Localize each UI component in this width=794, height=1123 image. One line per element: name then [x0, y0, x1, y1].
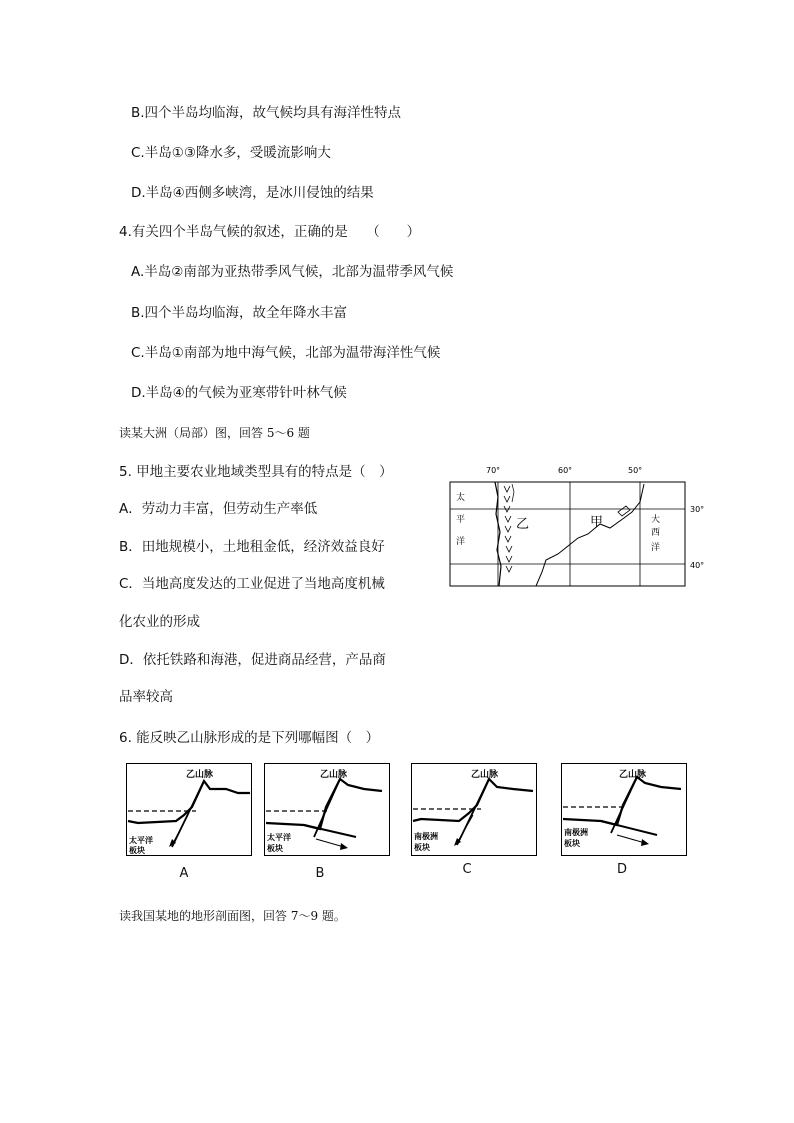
- panel-b-plate-2: 板块: [267, 844, 283, 853]
- panel-c-diagram: [411, 763, 539, 859]
- pacific-char-3: 洋: [456, 537, 466, 547]
- panel-c-arrow: [457, 815, 473, 843]
- q4-answer-blank: （ ）: [366, 224, 421, 240]
- intro-7-9: 读我国某地的地形剖面图，回答 7～9 题。: [119, 909, 346, 923]
- map-lat-40: 40°: [690, 561, 705, 570]
- q5-option-b: B．田地规模小，土地租金低，经济效益良好: [119, 539, 385, 555]
- panel-a-letter: A: [179, 866, 189, 881]
- map-lon-70: 70°: [486, 466, 501, 475]
- panel-c-mountain-label: 乙山脉: [471, 770, 499, 780]
- panel-b-plate-1: 太平洋: [267, 833, 291, 842]
- q3-option-c: C.半岛①③降水多，受暖流影响大: [131, 145, 331, 161]
- q3-option-d: D.半岛④西侧多峡湾，是冰川侵蚀的结果: [131, 185, 374, 201]
- panel-c-letter: C: [462, 862, 472, 877]
- q5-option-c-line1: C．当地高度发达的工业促进了当地高度机械: [119, 576, 385, 592]
- andes-edge: [512, 484, 514, 502]
- panel-d-mountain-label: 乙山脉: [619, 770, 647, 780]
- label-jia: 甲: [590, 515, 604, 530]
- q3-option-b: B.四个半岛均临海，故气候均具有海洋性特点: [131, 105, 402, 121]
- panel-d-arrow: [617, 835, 645, 843]
- map-lon-60: 60°: [558, 466, 573, 475]
- q4-option-d: D.半岛④的气候为亚寒带针叶林气候: [131, 385, 347, 401]
- panel-d-arrowhead: [641, 839, 649, 846]
- panel-d-letter: D: [616, 862, 627, 877]
- panel-a-diagram: [126, 763, 254, 859]
- panel-b-arrow: [316, 839, 344, 847]
- q4-stem: [119, 223, 420, 241]
- panel-a-profile: [128, 781, 250, 823]
- panel-d-diagram: [561, 763, 689, 859]
- q6-stem: 6. 能反映乙山脉形成的是下列哪幅图（ ）: [119, 730, 380, 746]
- map-lon-50: 50°: [628, 466, 643, 475]
- intro-5-6: 读某大洲（局部）图，回答 5～6 题: [119, 426, 310, 440]
- label-yi: 乙: [516, 517, 530, 532]
- atlantic-char-3: 洋: [651, 543, 661, 553]
- panel-d-plate-1: 南极洲: [564, 828, 588, 837]
- panel-a-plate-2: 板块: [129, 846, 145, 855]
- q5-option-d-line1: D．依托铁路和海港，促进商品经营，产品商: [119, 652, 386, 668]
- panel-d-plate-2: 板块: [564, 839, 580, 848]
- panel-b-diagram: [264, 763, 392, 859]
- panel-c-plate-1: 南极洲: [414, 832, 438, 841]
- q4-option-a: A.半岛②南部为亚热带季风气候，北部为温带季风气候: [131, 264, 454, 280]
- atlantic-coastline: [536, 484, 644, 586]
- panel-a-arrow: [172, 815, 188, 845]
- panel-b-profile: [266, 779, 382, 829]
- q5-option-d-line2: 品率较高: [119, 689, 173, 705]
- atlantic-char-1: 大: [651, 515, 661, 525]
- panel-d-profile: [563, 777, 681, 825]
- map-frame: [450, 482, 685, 586]
- map-lat-30: 30°: [690, 505, 705, 514]
- pacific-char-1: 太: [456, 493, 466, 503]
- q4-option-b: B.四个半岛均临海，故全年降水丰富: [131, 305, 348, 321]
- atlantic-char-2: 西: [651, 528, 661, 538]
- q5-option-c-line2: 化农业的形成: [119, 614, 200, 630]
- pacific-char-2: 平: [456, 515, 466, 525]
- q5-option-a: A．劳动力丰富，但劳动生产率低: [119, 501, 318, 517]
- q4-stem-text: 4.有关四个半岛气候的叙述，正确的是: [119, 224, 348, 240]
- panel-b-arrowhead: [340, 843, 348, 850]
- panel-a-fault: [172, 781, 204, 847]
- q5-stem: 5. 甲地主要农业地域类型具有的特点是（ ）: [119, 464, 393, 480]
- panel-c-profile: [413, 779, 533, 821]
- panel-b-plate-edge: [304, 825, 356, 837]
- panel-b-letter: B: [315, 866, 325, 881]
- panel-a-mountain-label: 乙山脉: [186, 770, 214, 780]
- continent-map: [440, 462, 710, 590]
- panel-d-plate-edge: [601, 821, 657, 835]
- panel-c-plate-2: 板块: [414, 843, 430, 852]
- q4-option-c: C.半岛①南部为地中海气候，北部为温带海洋性气候: [131, 345, 441, 361]
- panel-a-plate-1: 太平洋: [129, 836, 153, 845]
- panel-b-mountain-label: 乙山脉: [320, 770, 348, 780]
- andes-mountains: [504, 486, 512, 572]
